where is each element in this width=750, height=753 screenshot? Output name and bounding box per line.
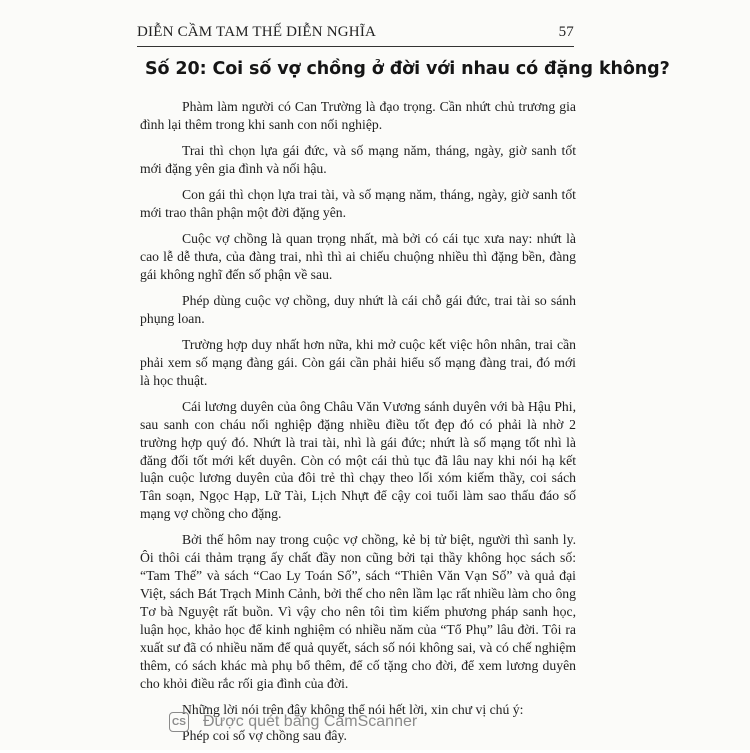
body-text xyxy=(140,98,576,753)
paragraph: Những lời nói trên đây không thể nói hết lời, xin chư vị chú ý: xyxy=(182,701,524,717)
paragraph: Bởi thế hôm nay trong cuộc vợ chồng, kẻ bị tử biệt, người thì sanh ly. Ôi thôi cái thảm trạng ấy chất đầy non cũng bởi tại thầy không học sách số: “Tam Thế” và sách “Cao Ly Toán Số”, sách “Thiên Văn Vạn Số” và quả đại Việt, sách Bát Trạch Minh Cảnh, bởi thế cho nên lầm lạc rất nhiều làm cho ông Tơ bà Nguyệt rất buồn. Vì vậy cho nên tôi tìm kiếm phương pháp sanh học, luận học, khảo học để kinh nghiệm có nhiều năm của “Tổ Phụ” lâu đời. Tôi ra xuất sư đã có nhiều năm để quả quyết, sách số nói không sai, và có chế nghiệm thêm, có sách khác mà phụ bổ thêm, để cố tặng cho đời, để xem lương duyên cho khỏi điều rắc rối gia đình của đời. xyxy=(140,532,576,691)
page-number: 57 xyxy=(558,24,574,40)
paragraph: Phép coi số vợ chồng sau đây. xyxy=(182,727,347,743)
header-divider xyxy=(137,46,574,47)
running-title: DIỄN CẦM TAM THẾ DIỄN NGHĨA xyxy=(137,24,377,40)
camscanner-watermark xyxy=(169,712,417,732)
paragraph: Trai thì chọn lựa gái đức, và số mạng năm, tháng, ngày, giờ sanh tốt mới đặng yên gia đình và nối hậu. xyxy=(140,143,576,176)
paragraph: Cuộc vợ chồng là quan trọng nhất, mà bởi có cái tục xưa nay: nhứt là cao lễ dễ thưa, của đàng trai, nhì thì ai chiếu chuộng nhiều thì đặng bền, đàng gái không nghĩ đến số phận về sau. xyxy=(140,231,576,282)
paragraph: Phàm làm người có Can Trường là đạo trọng. Cần nhứt chủ trương gia đình lại thêm trong khi sanh con nối nghiệp. xyxy=(140,99,576,132)
watermark-text: Được quét bằng CamScanner xyxy=(203,713,418,730)
running-header xyxy=(137,24,574,41)
chapter-title: Số 20: Coi số vợ chồng ở đời với nhau có đặng không? xyxy=(145,59,670,79)
paragraph: Phép dùng cuộc vợ chồng, duy nhứt là cái chỗ gái đức, trai tài so sánh phụng loan. xyxy=(140,292,576,326)
paragraph: Cái lương duyên của ông Châu Văn Vương sánh duyên với bà Hậu Phi, sau sanh con cháu nối nghiệp đặng nhiều điều tốt đẹp đó có phải là nhờ 2 trường hợp quý đó. Nhứt là trai tài, nhì là gái đức; nhứt là số mạng tốt nhì là đăng đối tốt mới kết duyên. Còn có một cái thủ tục đã lâu nay khi nói hạ kết luận cuộc lương duyên của đôi trẻ thì chạy theo lối xóm kiếm thầy, coi sách Tân soạn, Ngọc Hạp, Lữ Tài, Lịch Nhựt để cậy coi tuổi làm sao thấu đáo số mạng vợ chồng cho đặng. xyxy=(140,398,576,522)
paragraph: Trường hợp duy nhất hơn nữa, khi mở cuộc kết việc hôn nhân, trai cần phải xem số mạng đàng gái. Còn gái cần phải hiểu số mạng đàng trai, đó mới là học thuật. xyxy=(140,336,576,388)
paragraph: Con gái thì chọn lựa trai tài, và số mạng năm, tháng, ngày, giờ sanh tốt mới trao thân phận một đời đặng yên. xyxy=(140,187,576,220)
camscanner-logo-icon: CS xyxy=(169,712,189,732)
